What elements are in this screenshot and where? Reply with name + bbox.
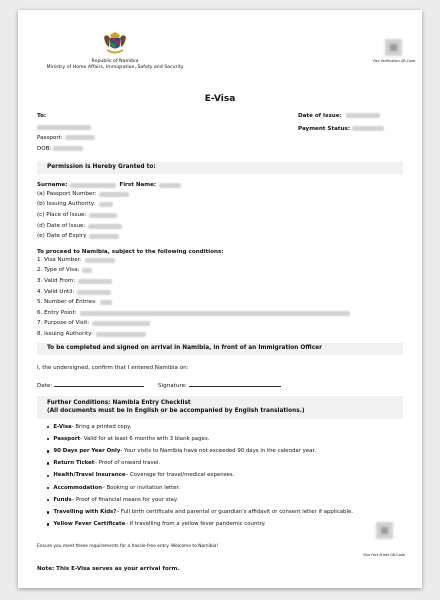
checklist-item: Yellow Fever Certificate – If travelling from a yellow fever pandemic country. [47, 519, 397, 531]
arrival-fields [37, 382, 281, 390]
checklist-item: Accommodation – Booking or invitation letter. [47, 482, 397, 494]
surname-label: Surname: [37, 182, 68, 188]
document-title: E-Visa [204, 94, 236, 104]
date-label: Date: [37, 383, 53, 389]
passport-line [37, 135, 95, 142]
conditions-heading: To proceed to Namibia, subject to the following conditions: [37, 249, 224, 255]
qr-top-caption: Visa Verification QR-Code [372, 59, 416, 63]
dob-line [37, 146, 83, 153]
issuer-block [37, 59, 193, 71]
list-item: 1. Visa Number: [37, 255, 350, 266]
name-line [37, 182, 181, 189]
qr-code-icon [376, 522, 393, 539]
to-label: To: [37, 113, 47, 119]
list-item: 6. Entry Point: [37, 308, 350, 319]
passport-label: Passport: [37, 135, 63, 141]
signature-label: Signature: [158, 383, 187, 389]
qr-bottom-caption: Visa Fact Sheet QR-Code [363, 553, 405, 557]
checklist-item: Travelling with Kids? – Full birth certificate and parental or guardian's affidavit or consent letter if applicable. [47, 506, 397, 518]
first-name-label: First Name: [119, 182, 157, 188]
further-heading-line2: (All documents must be in English or be accompanied by English translations.) [47, 407, 305, 414]
date-of-issue-redacted [346, 113, 380, 120]
list-item: 7. Purpose of Visit: [37, 319, 350, 330]
date-field[interactable] [54, 382, 144, 387]
checklist-item: E-Visa - Bring a printed copy. [47, 421, 397, 433]
date-of-issue-label: Date of Issue: [298, 113, 342, 119]
evisa-document [18, 10, 422, 588]
ministry-name: Ministry of Home Affairs, Immigration, Safety and Security [46, 64, 184, 70]
permission-list [37, 189, 129, 242]
list-item: (e) Date of Expiry [37, 231, 129, 242]
list-item: 2. Type of Visa: [37, 266, 350, 277]
coat-of-arms-icon [101, 29, 129, 57]
document-header [37, 10, 416, 78]
further-conditions-heading [37, 396, 403, 419]
list-item: (d) Date of Issue: [37, 221, 129, 232]
list-item: (c) Place of Issue: [37, 210, 129, 221]
checklist-item: Return Ticket – Proof of onward travel. [47, 458, 397, 470]
checklist-item: Health/Travel Insurance – Coverage for travel/medical expenses. [47, 470, 397, 482]
entry-checklist [47, 421, 397, 531]
ensure-text: Ensure you meet these requirements for a hassle-free entry. Welcome to Namibia! [37, 544, 219, 549]
dob-label: DOB: [37, 146, 52, 152]
recipient-name-redacted [37, 125, 91, 132]
conditions-list [37, 255, 350, 340]
permission-heading: Permission is Hereby Granted to: [37, 162, 403, 174]
arrival-heading: To be completed and signed on arrival in Namibia, in front of an Immigration Officer [37, 343, 403, 355]
signature-field[interactable] [189, 382, 281, 387]
payment-status-redacted [352, 126, 384, 133]
country-name: Republic of Namibia [91, 59, 139, 64]
list-item: (a) Passport Number: [37, 189, 129, 200]
arrival-confirm-text: I, the undersigned, confirm that I entered Namibia on: [37, 365, 189, 371]
further-heading-line1: Further Conditions: Namibia Entry Checklist [47, 400, 191, 407]
checklist-item: 90 Days per Year Only - Your visits to Namibia have not exceeded 90 days in the calendar year. [47, 445, 397, 457]
list-item: (b) Issuing Authority: [37, 200, 129, 211]
qr-code-icon [385, 39, 402, 56]
note-text: Note: This E-Visa serves as your arrival form. [37, 566, 180, 572]
list-item: 4. Valid Until: [37, 287, 350, 298]
checklist-item: Passport - Valid for at least 6 months with 3 blank pages. [47, 433, 397, 445]
payment-status-label: Payment Status: [298, 126, 351, 132]
list-item: 5. Number of Entries: [37, 297, 350, 308]
list-item: 3. Valid From: [37, 276, 350, 287]
checklist-item: Funds – Proof of financial means for your stay. [47, 494, 397, 506]
list-item: 8. Issuing Authority: [37, 329, 350, 340]
